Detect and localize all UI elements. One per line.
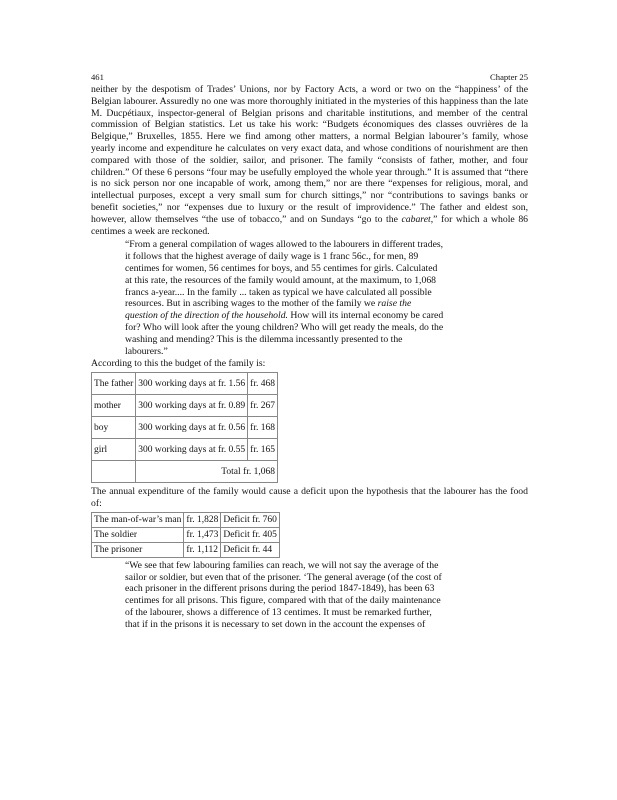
expenditure-paragraph: The annual expenditure of the family would cause a deficit upon the hypothesis that the labourer has the food of: — [91, 486, 528, 509]
quote-italic: raise the — [377, 298, 412, 310]
quote-line: francs a-year.... In the family ... taken as typical we have calculated all possible — [125, 286, 432, 298]
quote-line: “From a general compilation of wages allowed to the labourers in different trades, — [125, 239, 444, 251]
page-header — [91, 72, 528, 84]
table-row — [92, 542, 280, 557]
block-quote-wages — [125, 239, 495, 357]
table-cell: The prisoner — [92, 542, 184, 557]
quote-text: How will its internal economy be cared — [287, 310, 444, 322]
table-cell: The father — [92, 373, 136, 395]
quote-line: labourers.” — [125, 345, 168, 357]
table-cell: fr. 1,828 — [184, 512, 221, 527]
quote-line: at this rate, the resources of the family would amount, at the maximum, to 1,068 — [125, 274, 437, 286]
quote-line: centimes for all prisons. This figure, compared with that of the daily maintenance — [125, 595, 441, 607]
table-cell-empty — [92, 461, 136, 483]
quote-line: sailor or soldier, but even that of the prisoner. ‘The general average (of the cost of — [125, 571, 442, 583]
table-cell: fr. 165 — [248, 439, 278, 461]
table-cell: The man-of-war’s man — [92, 512, 184, 527]
table-cell: fr. 1,473 — [184, 527, 221, 542]
quote-line: that if in the prisons it is necessary to set down in the account the expenses of — [125, 618, 426, 630]
quote-line: each prisoner in the different prisons during the period 1847-1849), has been 63 — [125, 583, 435, 595]
table-cell: Deficit fr. 760 — [221, 512, 280, 527]
intro-italic-cabaret: cabaret — [401, 213, 431, 225]
quote-line: for? Who will look after the young children? Who will get ready the meals, do the — [125, 321, 444, 333]
budget-lead: According to this the budget of the family is: — [91, 358, 266, 370]
table-cell: Deficit fr. 44 — [221, 542, 280, 557]
budget-total: Total fr. 1,068 — [136, 461, 278, 483]
table-row — [92, 439, 278, 461]
table-cell: fr. 168 — [248, 417, 278, 439]
quote-line: centimes for women, 56 centimes for boys, and 55 centimes for girls. Calculated — [125, 262, 438, 274]
table-cell: 300 working days at fr. 1.56 — [136, 373, 248, 395]
table-row — [92, 395, 278, 417]
table-row — [92, 512, 280, 527]
table-cell: mother — [92, 395, 136, 417]
quote-line — [125, 298, 495, 310]
quote-italic: question of the direction of the household. — [125, 310, 288, 322]
table-cell: 300 working days at fr. 0.55 — [136, 439, 248, 461]
quote-line: washing and mending? This is the dilemma incessantly presented to the — [125, 333, 403, 345]
page-number: 461 — [91, 72, 104, 82]
table-row-total — [92, 461, 278, 483]
table-row — [92, 417, 278, 439]
intro-paragraph — [91, 84, 528, 237]
table-cell: The soldier — [92, 527, 184, 542]
block-quote-prisoner — [125, 560, 495, 631]
intro-text-a: neither by the despotism of Trades’ Unions, nor by Factory Acts, a word or two on the “happiness’ of the Belgian labourer. Assuredly no one was more thoroughly initiated in the mysteries of this happiness than the late M. Ducpétiaux, inspector-general of Belgian prisons and charitable institutions, and member of the central commission of Belgian statistics. Let us take his work: “Budgets économiques des classes ouvrières de la Belgique,” Bruxelles, 1855. Here we find among other matters, a normal Belgian labourer’s family, whose yearly income and expenditure he calculates on very exact data, and whose conditions of nourishment are then compared with those of the soldier, sailor, and prisoner. The family “consists of father, mother, and four children.” Of these 6 persons “four may be usefully employed the whole year through.” It is assumed that “there is no sick person nor one incapable of work, among them,” nor are there “expenses for religious, moral, and intellectual purposes, except a very small sum for church sittings,” nor “contributions to savings banks or benefit societies,” nor “expenses due to luxury or the result of improvidence.” The father and eldest son, however, allow themselves “the use of tobacco,” and on Sundays “go to the — [91, 84, 528, 225]
table-cell: fr. 468 — [248, 373, 278, 395]
table-cell: 300 working days at fr. 0.89 — [136, 395, 248, 417]
quote-line: it follows that the highest average of daily wage is 1 franc 56c., for men, 89 — [125, 251, 419, 263]
table-cell: fr. 267 — [248, 395, 278, 417]
quote-line: of the labourer, shows a difference of 13 centimes. It must be remarked further, — [125, 606, 432, 618]
table-cell: girl — [92, 439, 136, 461]
food-comparison-table — [91, 512, 280, 558]
document-page — [91, 72, 528, 631]
table-cell: Deficit fr. 405 — [221, 527, 280, 542]
quote-text: resources. But in ascribing wages to the mother of the family we — [125, 298, 378, 310]
quote-line — [125, 310, 495, 322]
family-budget-table — [91, 372, 278, 483]
table-cell: fr. 1,112 — [184, 542, 221, 557]
quote-line: “We see that few labouring families can reach, we will not say the average of the — [125, 559, 439, 571]
chapter-label: Chapter 25 — [490, 72, 528, 82]
table-row — [92, 373, 278, 395]
table-cell: boy — [92, 417, 136, 439]
table-row — [92, 527, 280, 542]
intro-text-b: ,” for which a whole 86 centimes a week are reckoned. — [91, 213, 529, 237]
table-cell: 300 working days at fr. 0.56 — [136, 417, 248, 439]
